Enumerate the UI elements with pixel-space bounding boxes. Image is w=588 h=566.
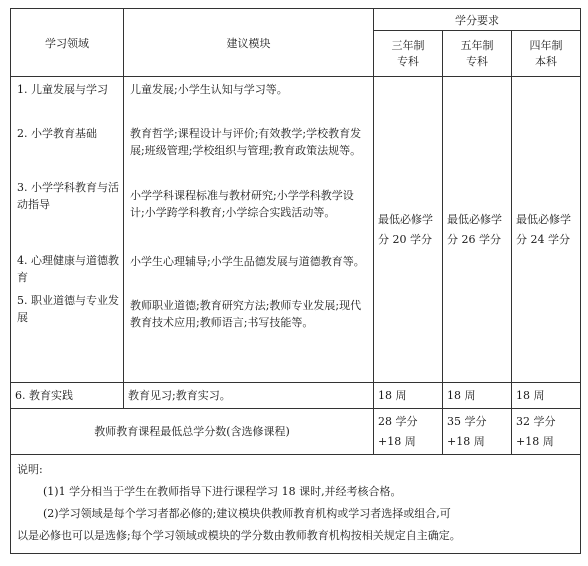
- total-four-year: 32 学分 +18 周: [512, 409, 581, 455]
- header-three-year-line1: 三年制: [391, 38, 425, 52]
- module-item: 小学学科课程标准与教材研究;小学学科教学设计;小学跨学科教育;小学综合实践活动等。: [130, 189, 354, 219]
- note-1: (1)1 学分相当于学生在教师指导下进行课程学习 18 课时,并经考核合格。: [43, 485, 402, 498]
- curriculum-table: [10, 8, 581, 554]
- min-credits-five-year: 最低必修学分 26 学分: [443, 77, 512, 383]
- header-three-year-line2: 专科: [397, 54, 419, 68]
- module-item: 教师职业道德;教育研究方法;教师专业发展;现代教育技术应用;教师语言;书写技能等。: [130, 299, 362, 329]
- module-item: 小学生心理辅导;小学生品德发展与道德教育等。: [130, 255, 365, 268]
- header-four-year-line1: 四年制: [529, 38, 563, 52]
- header-five-year-line2: 专科: [466, 54, 488, 68]
- min-credits-three-year: 最低必修学分 20 学分: [374, 77, 443, 383]
- note-2a: (2)学习领域是每个学习者都必修的;建议模块供教师教育机构或学习者选择或组合,可: [43, 507, 451, 520]
- area-item: 5. 职业道德与专业发展: [17, 294, 119, 324]
- practice-three-year: 18 周: [374, 383, 443, 409]
- header-module: 建议模块: [124, 9, 374, 77]
- practice-four-year: 18 周: [512, 383, 581, 409]
- area-item: 3. 小学学科教育与活动指导: [17, 181, 119, 211]
- practice-area: 6. 教育实践: [11, 383, 124, 409]
- header-four-year-line2: 本科: [535, 54, 557, 68]
- total-three-year: 28 学分 +18 周: [374, 409, 443, 455]
- module-item: 儿童发展;小学生认知与学习等。: [130, 83, 288, 96]
- area-item: 1. 儿童发展与学习: [17, 83, 108, 96]
- areas-cell: [11, 77, 124, 383]
- notes-title: 说明:: [17, 463, 43, 476]
- header-five-year: [443, 31, 512, 77]
- practice-module: 教育见习;教育实习。: [124, 383, 374, 409]
- header-five-year-line1: 五年制: [460, 38, 494, 52]
- header-four-year: [512, 31, 581, 77]
- min-credits-four-year: 最低必修学分 24 学分: [512, 77, 581, 383]
- area-item: 4. 心理健康与道德教育: [17, 254, 119, 284]
- header-credit-requirement: 学分要求: [374, 9, 581, 31]
- modules-cell: [124, 77, 374, 383]
- header-three-year: [374, 31, 443, 77]
- area-item: 2. 小学教育基础: [17, 127, 97, 140]
- total-five-year: 35 学分 +18 周: [443, 409, 512, 455]
- header-area: 学习领域: [11, 9, 124, 77]
- module-item: 教育哲学;课程设计与评价;有效教学;学校教育发展;班级管理;学校组织与管理;教育政策法规等。: [130, 127, 362, 157]
- note-2b: 以是必修也可以是选修;每个学习领域或模块的学分数由教师教育机构按相关规定自主确定。: [17, 529, 461, 542]
- total-credits-label: 教师教育课程最低总学分数(含选修课程): [11, 409, 374, 455]
- practice-five-year: 18 周: [443, 383, 512, 409]
- notes-cell: [11, 455, 581, 554]
